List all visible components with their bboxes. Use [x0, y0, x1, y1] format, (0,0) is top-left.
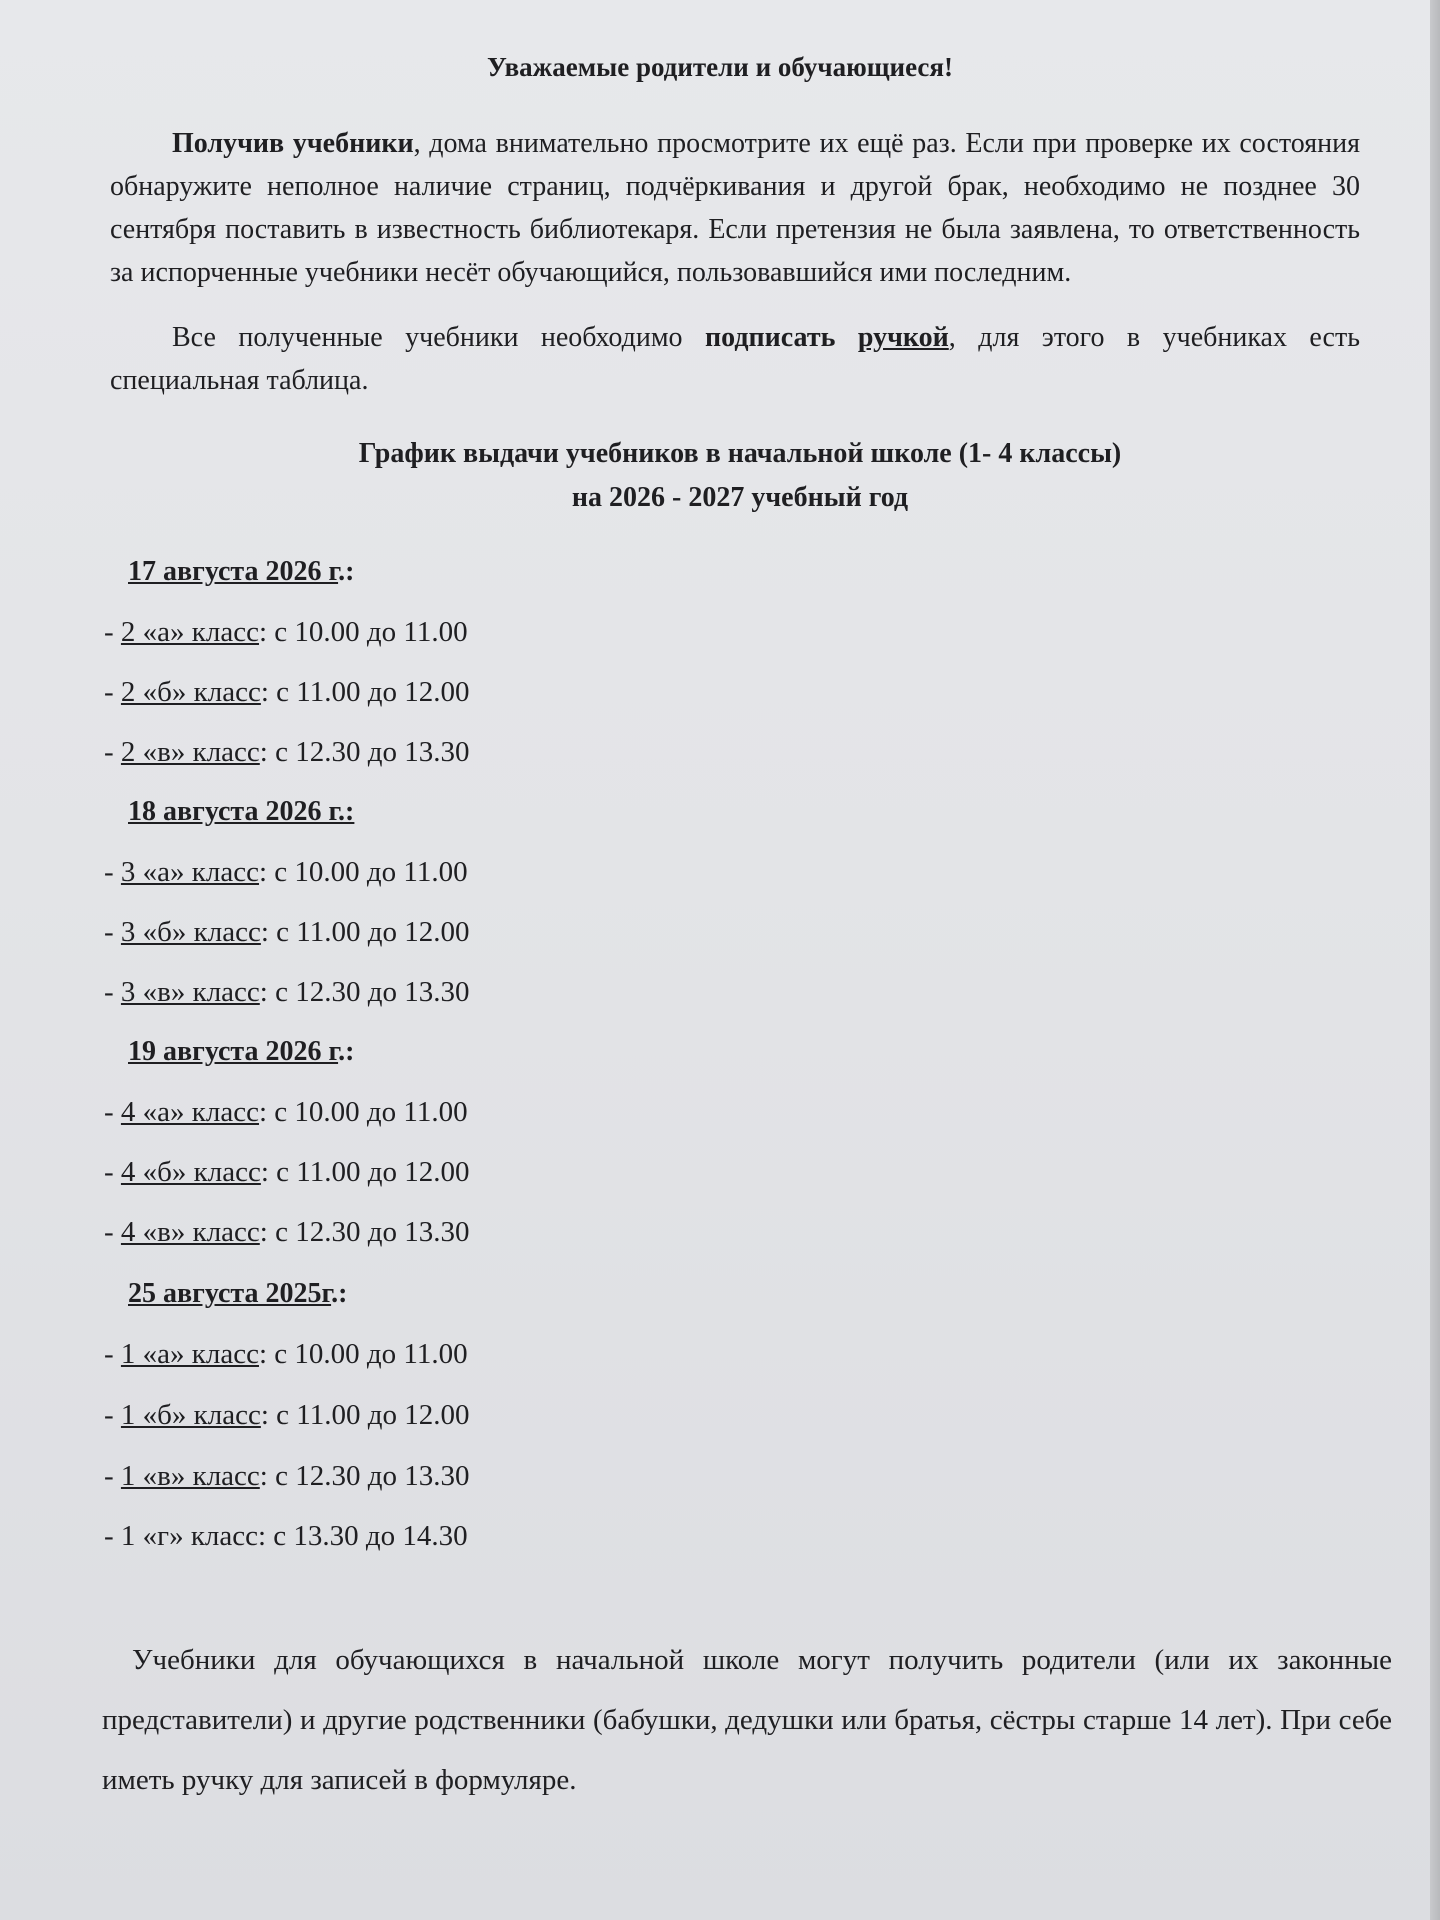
- dash: -: [104, 616, 121, 648]
- date-heading: [128, 1036, 354, 1068]
- page-title: Уважаемые родители и обучающиеся!: [487, 52, 953, 82]
- list-item: [104, 856, 468, 889]
- date-text: 19 августа 2026 г: [128, 1036, 339, 1067]
- intro-paragraph-2: [110, 316, 1360, 402]
- class-name: 3 «в» класс: [120, 976, 260, 1008]
- class-name: 2 «а» класс: [120, 616, 259, 648]
- list-item: [104, 916, 469, 949]
- list-item: [104, 1096, 468, 1129]
- list-item: [104, 1338, 468, 1371]
- dash: -: [104, 1156, 121, 1188]
- class-name: 4 «в» класс: [120, 1216, 260, 1248]
- dash: -: [104, 1216, 121, 1248]
- list-item: [104, 736, 469, 769]
- date-text: 25 августа 2025г: [128, 1278, 332, 1309]
- closing-paragraph: [102, 1630, 1392, 1810]
- date-heading: [128, 1278, 347, 1310]
- schedule-title: [0, 432, 1440, 520]
- dash: -: [104, 976, 121, 1008]
- class-name: 2 «б» класс: [120, 676, 261, 708]
- list-item: [104, 1520, 468, 1553]
- dash: -: [104, 1460, 121, 1492]
- time-range: : с 13.30 до 14.30: [258, 1520, 468, 1552]
- time-range: : с 11.00 до 12.00: [260, 1156, 470, 1188]
- time-range: : с 10.00 до 11.00: [258, 1096, 468, 1128]
- class-name: 1 «в» класс: [120, 1460, 260, 1492]
- space: [835, 322, 857, 353]
- time-range: : с 12.30 до 13.30: [259, 1460, 470, 1492]
- dash: -: [104, 736, 121, 768]
- date-heading: [128, 796, 354, 828]
- time-range: : с 12.30 до 13.30: [259, 736, 470, 768]
- list-item: [104, 616, 468, 649]
- date-text: 18 августа 2026 г.:: [128, 796, 355, 827]
- dash: -: [104, 1520, 121, 1552]
- date-suffix: .:: [338, 1036, 355, 1067]
- intro-paragraph-1: [110, 122, 1360, 294]
- schedule-title-line-2: на 2026 - 2027 учебный год: [571, 482, 909, 513]
- class-name: 1 «б» класс: [120, 1399, 261, 1431]
- class-name: 1 «г» класс: [120, 1520, 258, 1552]
- time-range: : с 11.00 до 12.00: [260, 1399, 470, 1431]
- class-name: 2 «в» класс: [120, 736, 260, 768]
- list-item: [104, 1156, 469, 1189]
- dash: -: [104, 676, 121, 708]
- date-suffix: .:: [331, 1278, 348, 1309]
- time-range: : с 12.30 до 13.30: [259, 976, 470, 1008]
- class-name: 1 «а» класс: [120, 1338, 259, 1370]
- class-name: 4 «б» класс: [120, 1156, 261, 1188]
- intro-text-2: Все полученные учебники необходимо: [172, 322, 706, 353]
- time-range: : с 10.00 до 11.00: [258, 856, 468, 888]
- dash: -: [104, 856, 121, 888]
- dash: -: [104, 1399, 121, 1431]
- list-item: [104, 1460, 469, 1493]
- class-name: 3 «б» класс: [120, 916, 261, 948]
- intro-text: , дома внимательно просмотрите их ещё раз. Если при проверке их состояния обнаружите неполное наличие страниц, подчёркивания и другой брак, необходимо не позднее 30 сентября поставить в известность библиотекаря. Если претензия не была заявлена, то ответственность за испорченные учебники несёт обучающийся, пользовавшийся ими последним.: [110, 128, 1360, 288]
- time-range: : с 10.00 до 11.00: [258, 616, 468, 648]
- dash: -: [104, 1338, 121, 1370]
- pen-word: ручкой: [857, 322, 949, 353]
- dash: -: [104, 916, 121, 948]
- page-edge: [1430, 0, 1440, 1920]
- list-item: [104, 1216, 469, 1249]
- date-suffix: .:: [338, 556, 355, 587]
- list-item: [104, 976, 469, 1009]
- schedule-title-line-1: График выдачи учебников в начальной школе (1- 4 классы): [358, 438, 1122, 469]
- class-name: 3 «а» класс: [120, 856, 259, 888]
- time-range: : с 11.00 до 12.00: [260, 916, 470, 948]
- closing-text: Учебники для обучающихся в начальной школе могут получить родители (или их законные представители) и другие родственники (бабушки, дедушки или братья, сёстры старше 14 лет). При себе иметь ручку для записей в формуляре.: [102, 1644, 1392, 1796]
- time-range: : с 10.00 до 11.00: [258, 1338, 468, 1370]
- class-name: 4 «а» класс: [120, 1096, 259, 1128]
- dash: -: [104, 1096, 121, 1128]
- time-range: : с 12.30 до 13.30: [259, 1216, 470, 1248]
- date-text: 17 августа 2026 г: [128, 556, 339, 587]
- intro-bold-phrase: Получив учебники: [172, 128, 414, 159]
- date-heading: [128, 556, 354, 588]
- sign-word: подписать: [705, 322, 836, 353]
- time-range: : с 11.00 до 12.00: [260, 676, 470, 708]
- list-item: [104, 676, 469, 709]
- intro-text-3: , для этого в учебниках есть специальная таблица.: [110, 322, 1360, 396]
- list-item: [104, 1399, 469, 1432]
